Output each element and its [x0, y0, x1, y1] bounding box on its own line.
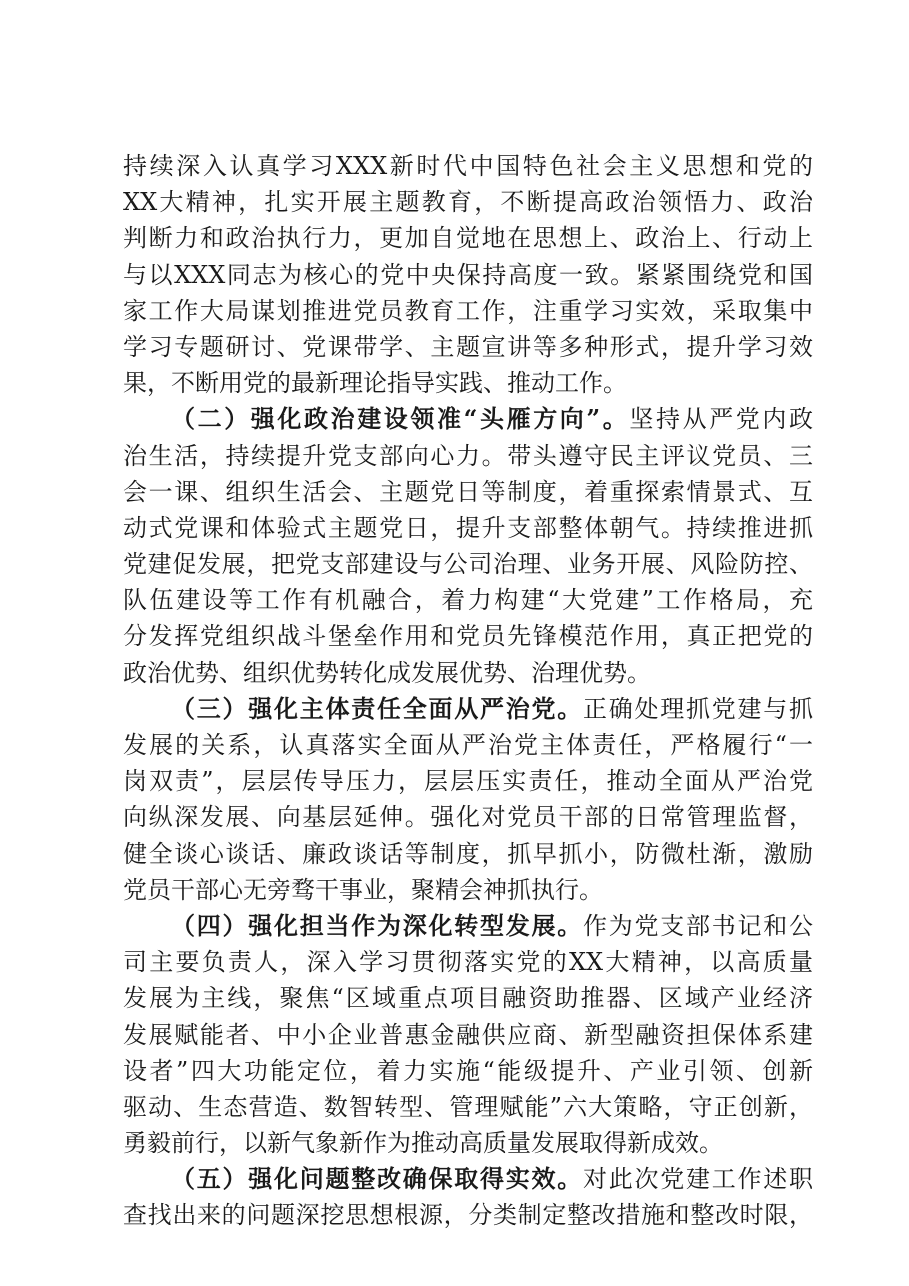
- text-line: 动式党课和体验式主题党日，提升支部整体朝气。持续推进抓: [123, 513, 813, 542]
- text-line: 与以XXX同志为核心的党中央保持高度一致。紧紧围绕党和国: [123, 260, 813, 289]
- text-line: 设者”四大功能定位，着力实施“能级提升、产业引领、创新: [123, 1056, 813, 1085]
- text-line: 司主要负责人，深入学习贯彻落实党的XX大精神，以高质量: [123, 948, 813, 977]
- text-run: 对此次党建工作述职: [583, 1165, 813, 1194]
- text-line: 驱动、生态营造、数智转型、管理赋能”六大策略，守正创新，: [123, 1092, 813, 1121]
- paragraph-2: [123, 401, 813, 691]
- text-line: 查找出来的问题深挖思想根源，分类制定整改措施和整改时限，: [123, 1201, 813, 1230]
- text-line: 会一课、组织生活会、主题党日等制度，着重探索情景式、互: [123, 477, 813, 506]
- text-line: 持续深入认真学习XXX新时代中国特色社会主义思想和党的: [123, 152, 813, 180]
- text-run: 作为党支部书记和公: [583, 911, 813, 940]
- text-line: 判断力和政治执行力，更加自觉地在思想上、政治上、行动上: [123, 224, 813, 253]
- text-run: 正确处理抓党建与抓: [583, 694, 813, 723]
- text-line: 党员干部心无旁骛干事业，聚精会神抓执行。: [123, 875, 603, 904]
- text-line: 健全谈心谈话、廉政谈话等制度，抓早抓小，防微杜渐，激励: [123, 839, 813, 868]
- text-line: 发展为主线，聚焦“区域重点项目融资助推器、区域产业经济: [123, 984, 813, 1013]
- paragraph-1: [123, 148, 813, 401]
- paragraph-3: [123, 691, 813, 908]
- paragraph-first-line: [123, 401, 813, 437]
- text-line: 党建促发展，把党支部建设与公司治理、业务开展、风险防控、: [123, 550, 813, 579]
- text-line: 岗双责”，层层传导压力，层层压实责任，推动全面从严治党: [123, 767, 813, 796]
- section-heading: （五）强化问题整改确保取得实效。: [171, 1164, 583, 1194]
- paragraph-first-line: [123, 908, 813, 944]
- paragraph-4: [123, 908, 813, 1161]
- text-line: 勇毅前行，以新气象新作为推动高质量发展取得新成效。: [123, 1129, 723, 1158]
- document-body: [123, 148, 813, 1234]
- text-line: 队伍建设等工作有机融合，着力构建“大党建”工作格局，充: [123, 586, 813, 615]
- section-heading: （二）强化政治建设领准“头雁方向”。: [171, 404, 630, 434]
- text-line: XX大精神，扎实开展主题教育，不断提高政治领悟力、政治: [123, 188, 813, 217]
- text-line: 果，不断用党的最新理论指导实践、推动工作。: [123, 369, 627, 398]
- text-line: 发展赋能者、中小企业普惠金融供应商、新型融资担保体系建: [123, 1020, 813, 1049]
- paragraph-first-line: [123, 691, 813, 727]
- text-line: 分发挥党组织战斗堡垒作用和党员先锋模范作用，真正把党的: [123, 622, 813, 651]
- text-line: 学习专题研讨、党课带学、主题宣讲等多种形式，提升学习效: [123, 332, 813, 361]
- text-line: 治生活，持续提升党支部向心力。带头遵守民主评议党员、三: [123, 441, 813, 470]
- section-heading: （三）强化主体责任全面从严治党。: [171, 693, 583, 723]
- text-run: 坚持从严党内政: [629, 405, 814, 434]
- text-line: 家工作大局谋划推进党员教育工作，注重学习实效，采取集中: [123, 296, 813, 325]
- paragraph-first-line: [123, 1161, 813, 1197]
- section-heading: （四）强化担当作为深化转型发展。: [171, 910, 583, 940]
- text-line: 向纵深发展、向基层延伸。强化对党员干部的日常管理监督，: [123, 803, 813, 832]
- text-line: 政治优势、组织优势转化成发展优势、治理优势。: [123, 658, 651, 687]
- text-line: 发展的关系，认真落实全面从严治党主体责任，严格履行“一: [123, 731, 813, 759]
- paragraph-5: [123, 1161, 813, 1233]
